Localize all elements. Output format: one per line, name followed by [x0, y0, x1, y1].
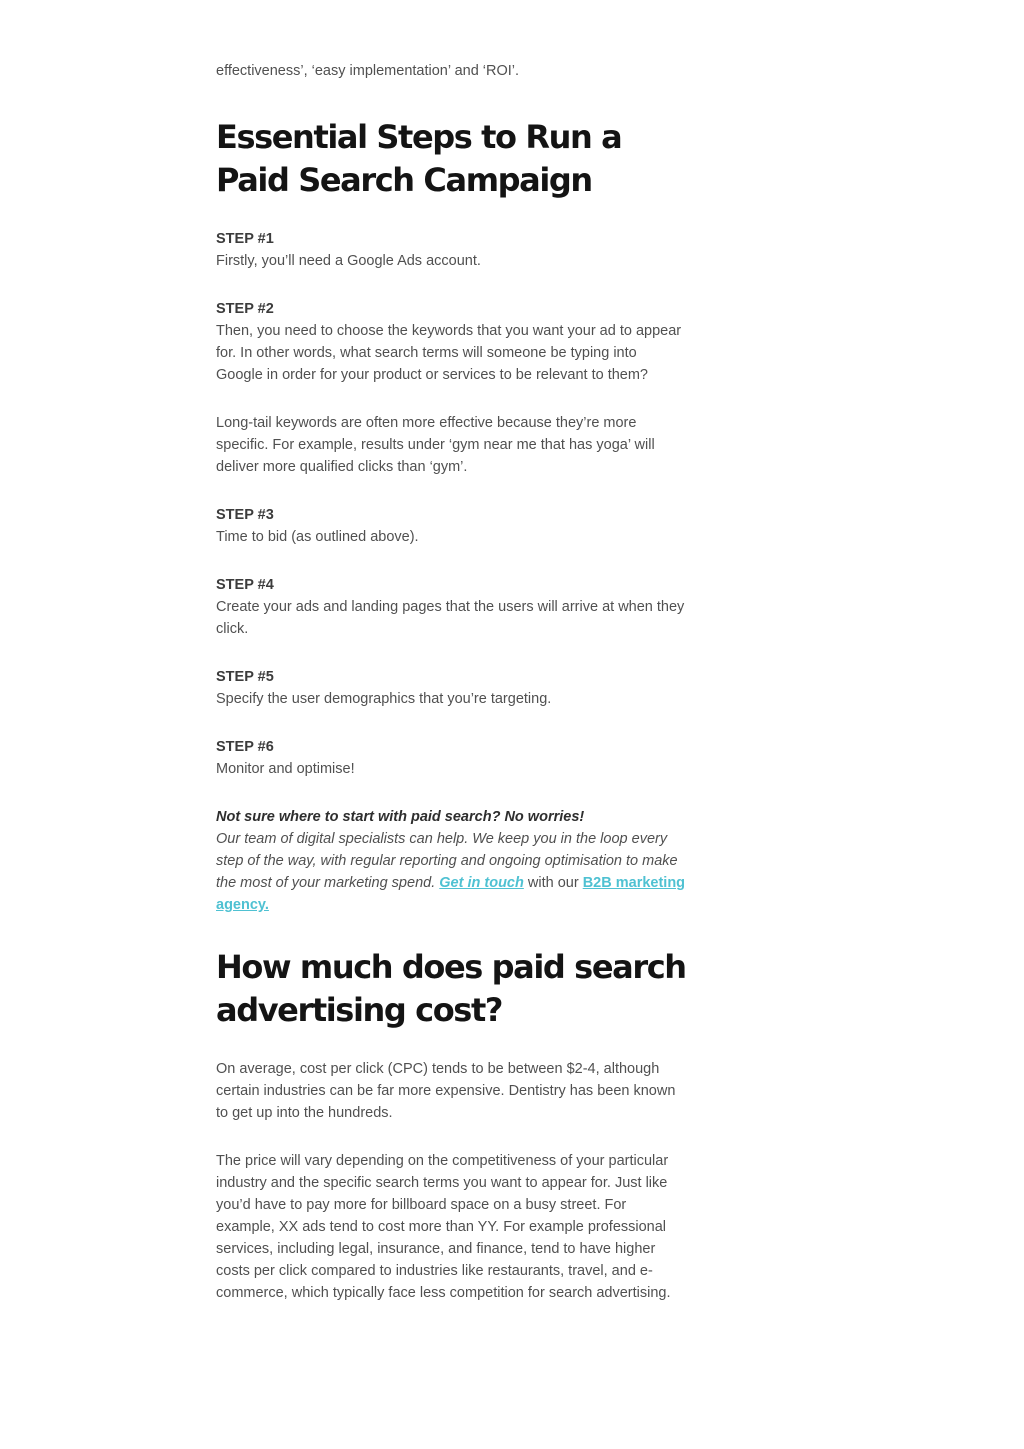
- cta-body-text: Our team of digital specialists can help. We keep you in the loop every step of the way, with regular reporting and ongoing optimisation to make the most of your marketing spend.: [216, 831, 678, 891]
- cta-heading: Not sure where to start with paid search? No worries!: [216, 809, 585, 825]
- cost-paragraph-1: On average, cost per click (CPC) tends to be between $2-4, although certain industries can be far more expensive. Dentistry has been known to get up into the hundreds.: [216, 1061, 676, 1121]
- step-2: [216, 298, 686, 386]
- step-4: [216, 574, 686, 640]
- longtail-paragraph: Long-tail keywords are often more effective because they’re more specific. For example, results under ‘gym near me that has yoga’ will deliver more qualified clicks than ‘gym’.: [216, 415, 655, 475]
- get-in-touch-link[interactable]: Get in touch: [439, 875, 524, 891]
- step-text: Firstly, you’ll need a Google Ads account.: [216, 253, 481, 269]
- cta-block: [216, 806, 686, 916]
- step-label: STEP #2: [216, 301, 274, 317]
- step-1: [216, 228, 686, 272]
- step-label: STEP #1: [216, 231, 274, 247]
- cta-body: [216, 828, 686, 916]
- b2b-agency-link[interactable]: B2B marketing agency.: [216, 875, 686, 913]
- step-label: STEP #5: [216, 669, 274, 685]
- step-5: [216, 666, 686, 710]
- step-text: Then, you need to choose the keywords that you want your ad to appear for. In other words, what search terms will someone be typing into Google in order for your product or services to be relevant to them?: [216, 323, 682, 383]
- cost-heading: How much does paid search advertising cost?: [216, 948, 686, 1029]
- cta-connector: with our: [527, 875, 579, 891]
- step-label: STEP #3: [216, 507, 274, 523]
- step-text: Create your ads and landing pages that the users will arrive at when they click.: [216, 599, 685, 637]
- step-3: [216, 504, 686, 548]
- article-column: [216, 60, 686, 1330]
- intro-fragment: effectiveness’, ‘easy implementation’ and ‘ROI’.: [216, 63, 520, 79]
- step-6: [216, 736, 686, 780]
- step-label: STEP #4: [216, 577, 274, 593]
- step-text: Specify the user demographics that you’re targeting.: [216, 691, 552, 707]
- step-text: Time to bid (as outlined above).: [216, 529, 419, 545]
- step-text: Monitor and optimise!: [216, 761, 355, 777]
- steps-heading: Essential Steps to Run a Paid Search Campaign: [216, 118, 622, 199]
- step-label: STEP #6: [216, 739, 274, 755]
- cost-paragraph-2: The price will vary depending on the competitiveness of your particular industry and the specific search terms you want to appear for. Just like you’d have to pay more for billboard space on a busy street. For example, XX ads tend to cost more than YY. For example professional services, including legal, insurance, and finance, tend to have higher costs per click compared to industries like restaurants, travel, and e-commerce, which typically face less competition for search advertising.: [216, 1153, 671, 1301]
